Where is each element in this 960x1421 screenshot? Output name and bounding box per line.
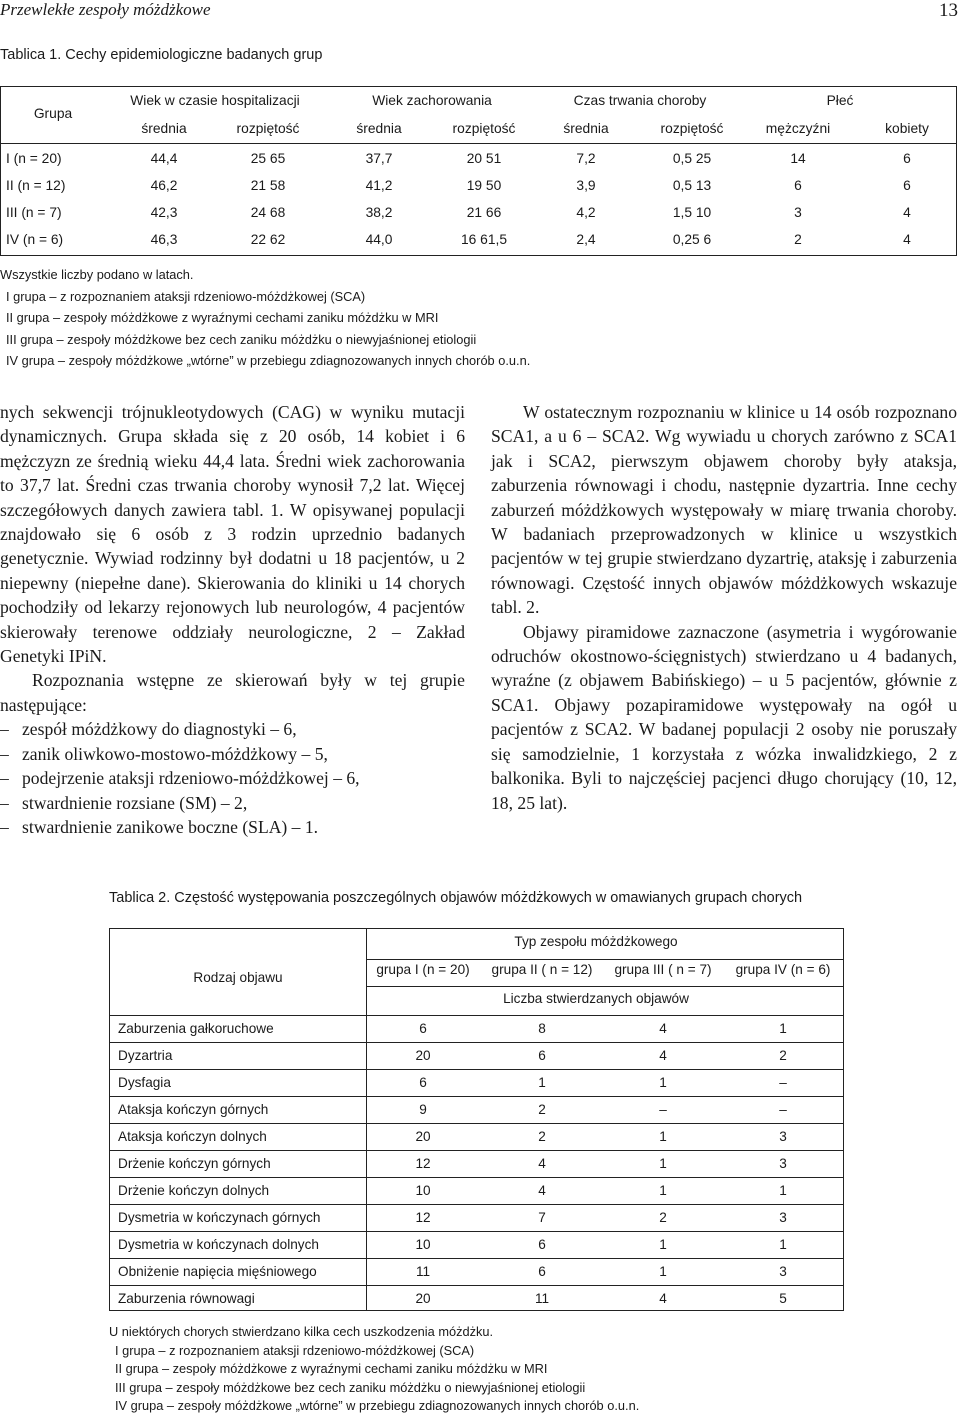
table1-note: II grupa – zespoły móżdżkowe z wyraźnymi cechami zaniku móżdżku w MRI — [6, 310, 439, 325]
table2-cell: 3 — [779, 1129, 787, 1144]
table1-header: Płeć — [826, 93, 854, 108]
table2-cell: 1 — [659, 1264, 667, 1279]
list-item: – podejrzenie ataksji rdzeniowo-móżdżkowej – 6, — [0, 766, 465, 790]
table2-cell: 9 — [419, 1102, 427, 1117]
table2-row-label: Zaburzenia gałkoruchowe — [118, 1021, 274, 1036]
table1-subheader: średnia — [563, 121, 609, 136]
table2 — [109, 928, 844, 1311]
table2-cell: – — [659, 1102, 667, 1117]
table2-cell: 4 — [659, 1048, 667, 1063]
table1 — [0, 86, 957, 256]
table1-cell: 25 65 — [250, 151, 286, 166]
table1-cell: 3 — [794, 205, 802, 220]
table2-cell: 2 — [779, 1048, 787, 1063]
table1-cell: 4 — [903, 232, 911, 247]
table2-top-header: Typ zespołu móżdżkowego — [514, 934, 678, 949]
table1-cell: 46,2 — [150, 178, 178, 193]
table2-cell: 20 — [415, 1048, 431, 1063]
table2-cell: 10 — [415, 1183, 431, 1198]
body-paragraph: Objawy piramidowe zaznaczone (asymetria i wygórowanie odruchów okostnowo-ścięgnistych) stwierdzano u 4 badanych, wyraźne (z objawem Babińskiego) – u 5 pacjentów, głównie z SCA1. Objawy pozapiramidowe występowały na ogół u pacjentów z SCA2. W badanej populacji 2 osoby nie poruszały się samodzielnie, 1 korzystała z wózka inwalidzkiego, 2 z balkonika. Byli to najczęściej pacjenci długo chorujący (10, 12, 18, 25 lat). — [491, 621, 957, 813]
table2-group-header: grupa II ( n = 12) — [491, 962, 593, 977]
table2-cell: 1 — [659, 1237, 667, 1252]
table2-cell: 4 — [659, 1021, 667, 1036]
list-item: – stwardnienie rozsiane (SM) – 2, — [0, 791, 465, 815]
table2-row-label: Drżenie kończyn górnych — [118, 1156, 271, 1171]
table2-row-rule — [110, 1177, 843, 1178]
table2-row-rule — [110, 1258, 843, 1259]
table2-cell: 1 — [659, 1156, 667, 1171]
table2-row-rule — [110, 1096, 843, 1097]
table2-cell: 2 — [659, 1210, 667, 1225]
table2-sub-header: Liczba stwierdzanych objawów — [503, 991, 689, 1006]
table2-row-rule — [110, 1204, 843, 1205]
table2-caption: Tablica 2. Częstość występowania poszczególnych objawów móżdżkowych w omawianych grupach chorych — [109, 890, 803, 906]
table2-row-rule — [110, 1069, 843, 1070]
table2-cell: 6 — [538, 1237, 546, 1252]
table1-cell: 0,5 25 — [672, 151, 712, 166]
table2-note: II grupa – zespoły móżdżkowe z wyraźnymi cechami zaniku móżdżku w MRI — [115, 1361, 548, 1377]
table1-cell: 16 61,5 — [460, 232, 508, 247]
table2-cell: 3 — [779, 1156, 787, 1171]
body-paragraph: W ostatecznym rozpoznaniu w klinice u 14 osób rozpoznano SCA1, a u 6 – SCA2. Wg wywiadu u chorych zarówno z SCA1 jak i SCA2, pierwszym objawem choroby były ataksja, zaburzenia równowagi i chodu, następnie dyzartria. Inne cechy zaburzeń móżdżkowych występowały w miarę trwania choroby. W badaniach przeprowadzonych w klinice u wszystkich pacjentów w tej grupie stwierdzano dyzartrię, ataksję i zaburzenia równowagi. Częstość innych objawów móżdżkowych wskazuje tabl. 2. — [491, 402, 957, 618]
table2-cell: 20 — [415, 1291, 431, 1306]
table2-cell: 1 — [779, 1183, 787, 1198]
table1-row-label: II (n = 12) — [6, 178, 66, 193]
table2-row-label: Dysmetria w kończynach górnych — [118, 1210, 321, 1225]
table1-note: IV grupa – zespoły móżdżkowe „wtórne” w przebiegu zdiagnozowanych innych chorób o.u.n. — [6, 353, 531, 368]
table1-note: III grupa – zespoły móżdżkowe bez cech zaniku móżdżku o niewyjaśnionej etiologii — [6, 331, 477, 347]
list-item: – zespół móżdżkowy do diagnostyki – 6, — [0, 717, 465, 741]
table2-cell: 6 — [419, 1075, 427, 1090]
table1-header-rule — [1, 143, 956, 144]
table1-cell: 7,2 — [576, 151, 596, 166]
table2-row-rule — [110, 1042, 843, 1043]
table1-group-header: Grupa — [33, 106, 73, 121]
table1-header: Czas trwania choroby — [573, 93, 707, 108]
table2-cell: 2 — [538, 1102, 546, 1117]
table1-header: Wiek zachorowania — [372, 93, 492, 108]
table1-cell: 6 — [903, 178, 911, 193]
table1-cell: 2 — [794, 232, 802, 247]
table1-cell: 24 68 — [250, 205, 286, 220]
table1-note: I grupa – z rozpoznaniem ataksji rdzeniowo-móżdżkowej (SCA) — [6, 288, 366, 304]
table2-cell: 4 — [659, 1291, 667, 1306]
table1-subheader: mężczyźni — [765, 121, 831, 136]
table2-cell: 5 — [779, 1291, 787, 1306]
table2-cell: 1 — [659, 1075, 667, 1090]
table1-cell: 0,5 13 — [672, 178, 712, 193]
diagnosis-list — [0, 717, 465, 839]
table2-cell: 1 — [659, 1183, 667, 1198]
table2-cell: – — [779, 1102, 787, 1117]
table2-group-header: grupa III ( n = 7) — [614, 962, 712, 977]
table1-cell: 2,4 — [576, 232, 596, 247]
table2-cell: 11 — [534, 1291, 550, 1306]
body-paragraph: Rozpoznania wstępne ze skierowań były w tej grupie następujące: — [0, 670, 465, 715]
table1-cell: 6 — [794, 178, 802, 193]
table1-cell: 37,7 — [365, 151, 393, 166]
table2-notes — [109, 1323, 869, 1416]
table1-subheader: średnia — [141, 121, 187, 136]
table2-cell: 11 — [415, 1264, 431, 1279]
table2-note: IV grupa – zespoły móżdżkowe „wtórne” w przebiegu zdiagnozowanych innych chorób o.u.n. — [115, 1398, 640, 1414]
running-head-title: Przewlekłe zespoły móżdżkowe — [0, 0, 211, 19]
table1-subheader: rozpiętość — [660, 121, 724, 136]
table1-caption: Tablica 1. Cechy epidemiologiczne badanych grup — [0, 47, 323, 63]
table1-notes — [0, 264, 957, 372]
table1-cell: 19 50 — [466, 178, 502, 193]
table1-row-label: III (n = 7) — [6, 205, 62, 220]
table1-row-label: I (n = 20) — [6, 151, 62, 166]
table2-row-label: Zaburzenia równowagi — [118, 1291, 255, 1306]
table2-row-label: Obniżenie napięcia mięśniowego — [118, 1264, 317, 1279]
table2-row-label: Dyzartria — [118, 1048, 173, 1063]
list-item: – stwardnienie zanikowe boczne (SLA) – 1. — [0, 815, 465, 839]
table1-cell: 4,2 — [576, 205, 596, 220]
table2-cell: 4 — [538, 1156, 546, 1171]
table1-header: Wiek w czasie hospitalizacji — [130, 93, 300, 108]
table1-cell: 44,0 — [365, 232, 393, 247]
table2-cell: 7 — [538, 1210, 546, 1225]
table2-cell: 1 — [659, 1129, 667, 1144]
table1-note: Wszystkie liczby podano w latach. — [0, 267, 194, 282]
table1-cell: 14 — [790, 151, 806, 166]
table2-cell: 3 — [779, 1210, 787, 1225]
page-number: 13 — [939, 0, 958, 21]
list-item: – zanik oliwkowo-mostowo-móżdżkowy – 5, — [0, 742, 465, 766]
table2-row-header: Rodzaj objawu — [193, 970, 283, 985]
table2-row-rule — [110, 1285, 843, 1286]
table2-cell: 6 — [538, 1048, 546, 1063]
table2-group-header: grupa I (n = 20) — [376, 962, 470, 977]
table2-cell: 6 — [419, 1021, 427, 1036]
table1-subheader: średnia — [356, 121, 402, 136]
table1-subheader: rozpiętość — [236, 121, 300, 136]
table2-cell: 1 — [538, 1075, 546, 1090]
table1-cell: 3,9 — [576, 178, 596, 193]
table1-cell: 44,4 — [150, 151, 178, 166]
table2-cell: 3 — [779, 1264, 787, 1279]
table1-subheader: kobiety — [885, 121, 929, 136]
table2-cell: 6 — [538, 1264, 546, 1279]
table1-cell: 0,25 6 — [672, 232, 712, 247]
table1-cell: 4 — [903, 205, 911, 220]
table2-row-label: Dysmetria w kończynach dolnych — [118, 1237, 319, 1252]
table1-cell: 6 — [903, 151, 911, 166]
table1-cell: 22 62 — [250, 232, 286, 247]
table2-row-label: Dysfagia — [118, 1075, 171, 1090]
table2-row-rule — [110, 1123, 843, 1124]
table1-cell: 38,2 — [365, 205, 393, 220]
table2-row-label: Drżenie kończyn dolnych — [118, 1183, 270, 1198]
running-head — [0, 0, 960, 24]
table2-header-rule — [366, 986, 843, 987]
table2-cell: 2 — [538, 1129, 546, 1144]
table2-cell: 1 — [779, 1021, 787, 1036]
table1-cell: 21 66 — [466, 205, 502, 220]
body-paragraph: nych sekwencji trójnukleotydowych (CAG) w wyniku mutacji dynamicznych. Grupa składa się z 20 osób, 14 kobiet i 6 mężczyzn ze średnią wieku 44,4 lata. Średni wiek zachorowania to 37,7 lat. Średni czas trwania choroby wynosił 7,2 lat. Więcej szczegółowych danych zawiera tabl. 1. W opisywanej populacji znajdowało się 6 osób z 3 rodzin uprzednio badanych genetycznie. Wywiad rodzinny był dodatni u 18 pacjentów, u 2 niepewny (niepełne dane). Skierowania do kliniki u 14 chorych pochodziły od lekarzy rejonowych lub neurologów, 4 pacjentów skierowały terenowe oddziały neurologiczne, 2 – Zakład Genetyki IPiN. — [0, 402, 465, 667]
body-right-column — [491, 400, 957, 815]
table2-cell: 8 — [538, 1021, 546, 1036]
table1-cell: 46,3 — [150, 232, 178, 247]
table2-note: I grupa – z rozpoznaniem ataksji rdzeniowo-móżdżkowej (SCA) — [115, 1342, 475, 1358]
table2-cell: 20 — [415, 1129, 431, 1144]
table2-row-rule — [110, 1015, 843, 1016]
table2-cell: – — [779, 1075, 787, 1090]
table1-cell: 41,2 — [365, 178, 393, 193]
table2-cell: 10 — [415, 1237, 431, 1252]
table1-subheader: rozpiętość — [452, 121, 516, 136]
table2-header-rule — [366, 959, 843, 960]
table1-cell: 42,3 — [150, 205, 178, 220]
table1-cell: 1,5 10 — [672, 205, 712, 220]
table2-note: U niektórych chorych stwierdzano kilka cech uszkodzenia móżdżku. — [109, 1324, 494, 1339]
table2-row-rule — [110, 1231, 843, 1232]
table1-cell: 21 58 — [250, 178, 286, 193]
table2-cell: 1 — [779, 1237, 787, 1252]
table2-cell: 4 — [538, 1183, 546, 1198]
table2-cell: 12 — [415, 1156, 431, 1171]
table2-row-label: Ataksja kończyn dolnych — [118, 1129, 267, 1144]
body-left-column — [0, 400, 465, 839]
table2-row-label: Ataksja kończyn górnych — [118, 1102, 269, 1117]
table2-note: III grupa – zespoły móżdżkowe bez cech zaniku móżdżku o niewyjaśnionej etiologii — [115, 1379, 586, 1395]
table1-row-label: IV (n = 6) — [6, 232, 64, 247]
table1-cell: 20 51 — [466, 151, 502, 166]
table2-row-rule — [110, 1150, 843, 1151]
table2-group-header: grupa IV (n = 6) — [735, 962, 831, 977]
table2-cell: 12 — [415, 1210, 431, 1225]
